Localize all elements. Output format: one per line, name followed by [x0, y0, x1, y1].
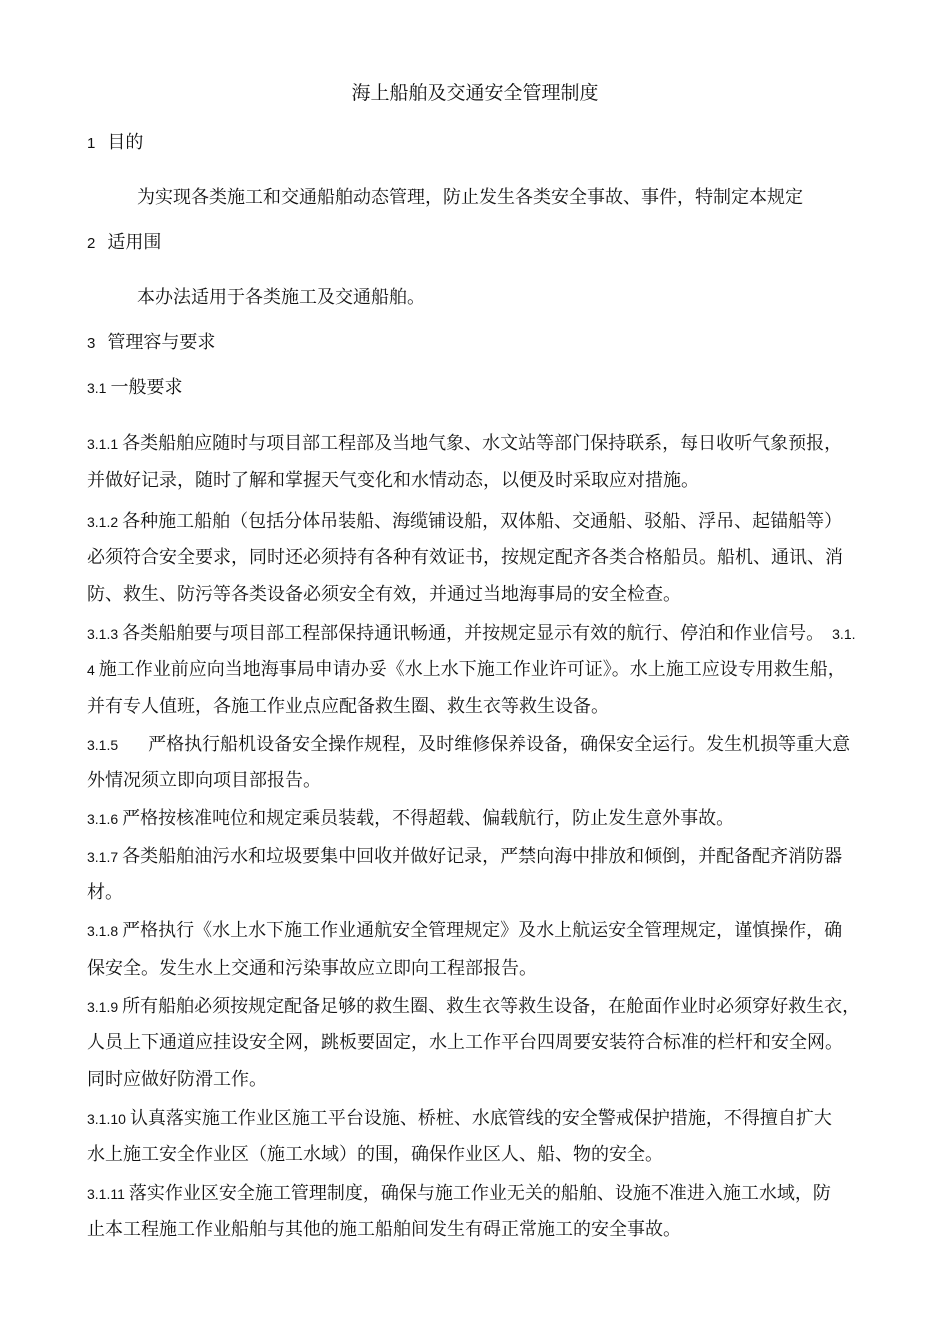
clause-number: 4 — [87, 662, 95, 678]
clause-number: 3.1.9 — [87, 999, 119, 1015]
clause-text: 各类船舶油污水和垃圾要集中回收并做好记录，严禁向海中排放和倾倒，并配备配齐消防器 — [122, 846, 843, 867]
clause-3-1-11-line-2: 止本工程施工作业船舶与其他的施工船舶间发生有碍正常施工的安全事故。 — [87, 1219, 681, 1240]
clause-3-1-1 — [87, 432, 842, 456]
document-title: 海上船舶及交通安全管理制度 — [351, 82, 599, 104]
clause-3-1-9-line-2: 人员上下通道应挂设安全网，跳板要固定，水上工作平台四周要安装符合标准的栏杆和安全网。 — [87, 1032, 843, 1053]
clause-number: 3.1.1 — [87, 436, 119, 452]
clause-3-1-4-line-2: 并有专人值班，各施工作业点应配备救生圈、救生衣等救生设备。 — [87, 696, 609, 717]
clause-text: 落实作业区安全施工管理制度，确保与施工作业无关的船舶、设施不准进入施工水域，防 — [128, 1183, 831, 1204]
clause-text: 严格按核准吨位和规定乘员装载，不得超载、偏载航行，防止发生意外事故。 — [122, 808, 735, 829]
clause-text: 严格执行《水上水下施工作业通航安全管理规定》及水上航运安全管理规定，谨慎操作，确 — [122, 920, 843, 941]
clause-3-1-2-line-3: 防、救生、防污等各类设备必须安全有效，并通过当地海事局的安全检查。 — [87, 584, 681, 605]
clause-3-1-10 — [87, 1107, 832, 1131]
clause-text: 所有船舶必须按规定配备足够的救生圈、救生衣等救生设备，在舱面作业时必须穿好救生衣， — [122, 996, 861, 1017]
clause-3-1-2-line-2: 必须符合安全要求，同时还必须持有各种有效证书，按规定配齐各类合格船员。船机、通讯、消 — [87, 547, 843, 568]
clause-3-1-10-line-2: 水上施工安全作业区（施工水域）的围，确保作业区人、船、物的安全。 — [87, 1144, 663, 1165]
subsection-3-1-heading — [87, 376, 182, 400]
clause-number: 3.1.11 — [87, 1186, 125, 1202]
clause-3-1-11 — [87, 1182, 831, 1206]
section-number: 2 — [87, 235, 96, 252]
clause-text: 施工作业前应向当地海事局申请办妥《水上水下施工作业许可证》。水上施工应设专用救生船， — [98, 659, 846, 680]
clause-3-1-4 — [87, 658, 846, 682]
section-label: 适用围 — [107, 232, 162, 253]
clause-3-1-1-line-2: 并做好记录，随时了解和掌握天气变化和水情动态，以便及时采取应对措施。 — [87, 470, 699, 491]
section-number: 3 — [87, 335, 96, 352]
clause-3-1-6 — [87, 807, 734, 831]
clause-3-1-8-line-2: 保安全。发生水上交通和污染事故应立即向工程部报告。 — [87, 958, 537, 979]
clause-text: 各类船舶应随时与项目部工程部及当地气象、水文站等部门保持联系，每日收听气象预报， — [122, 433, 843, 454]
section-label: 目的 — [107, 132, 144, 153]
clause-text: 认真落实施工作业区施工平台设施、桥桩、水底管线的安全警戒保护措施，不得擅自扩大 — [129, 1108, 832, 1129]
section-3-heading — [87, 331, 215, 356]
clause-number: 3.1.5 — [87, 737, 119, 753]
clause-text: 严格执行船机设备安全操作规程，及时维修保养设备，确保安全运行。发生机损等重大意 — [148, 734, 851, 755]
section-1-heading — [87, 131, 143, 156]
clause-3-1-8 — [87, 919, 842, 943]
section-2-heading — [87, 231, 161, 256]
clause-number: 3.1.3 — [87, 626, 119, 642]
clause-3-1-9 — [87, 995, 860, 1019]
clause-3-1-2 — [87, 510, 842, 534]
clause-number: 3.1.10 — [87, 1111, 126, 1127]
clause-text: 各种施工船舶（包括分体吊装船、海缆铺设船，双体船、交通船、驳船、浮吊、起锚船等） — [122, 511, 843, 532]
section-2-paragraph: 本办法适用于各类施工及交通船舶。 — [137, 287, 425, 308]
section-1-paragraph: 为实现各类施工和交通船舶动态管理，防止发生各类安全事故、事件，特制定本规定 — [137, 187, 803, 208]
clause-3-1-5-line-2: 外情况须立即向项目部报告。 — [87, 770, 321, 791]
section-number: 1 — [87, 135, 96, 152]
clause-number-fragment: 3.1. — [832, 626, 856, 642]
clause-number: 3.1.6 — [87, 811, 119, 827]
clause-number: 3.1.2 — [87, 514, 119, 530]
clause-3-1-7 — [87, 845, 842, 869]
section-label: 一般要求 — [110, 377, 183, 398]
clause-3-1-7-line-2: 材。 — [87, 882, 123, 903]
section-number: 3.1 — [87, 380, 107, 396]
clause-3-1-9-line-3: 同时应做好防滑工作。 — [87, 1069, 267, 1090]
section-label: 管理容与要求 — [107, 332, 216, 353]
clause-text: 各类船舶要与项目部工程部保持通讯畅通，并按规定显示有效的航行、停泊和作业信号。 — [122, 623, 825, 644]
clause-number: 3.1.7 — [87, 849, 119, 865]
clause-number: 3.1.8 — [87, 923, 119, 939]
clause-3-1-5 — [87, 733, 850, 757]
clause-3-1-3 — [87, 622, 856, 646]
